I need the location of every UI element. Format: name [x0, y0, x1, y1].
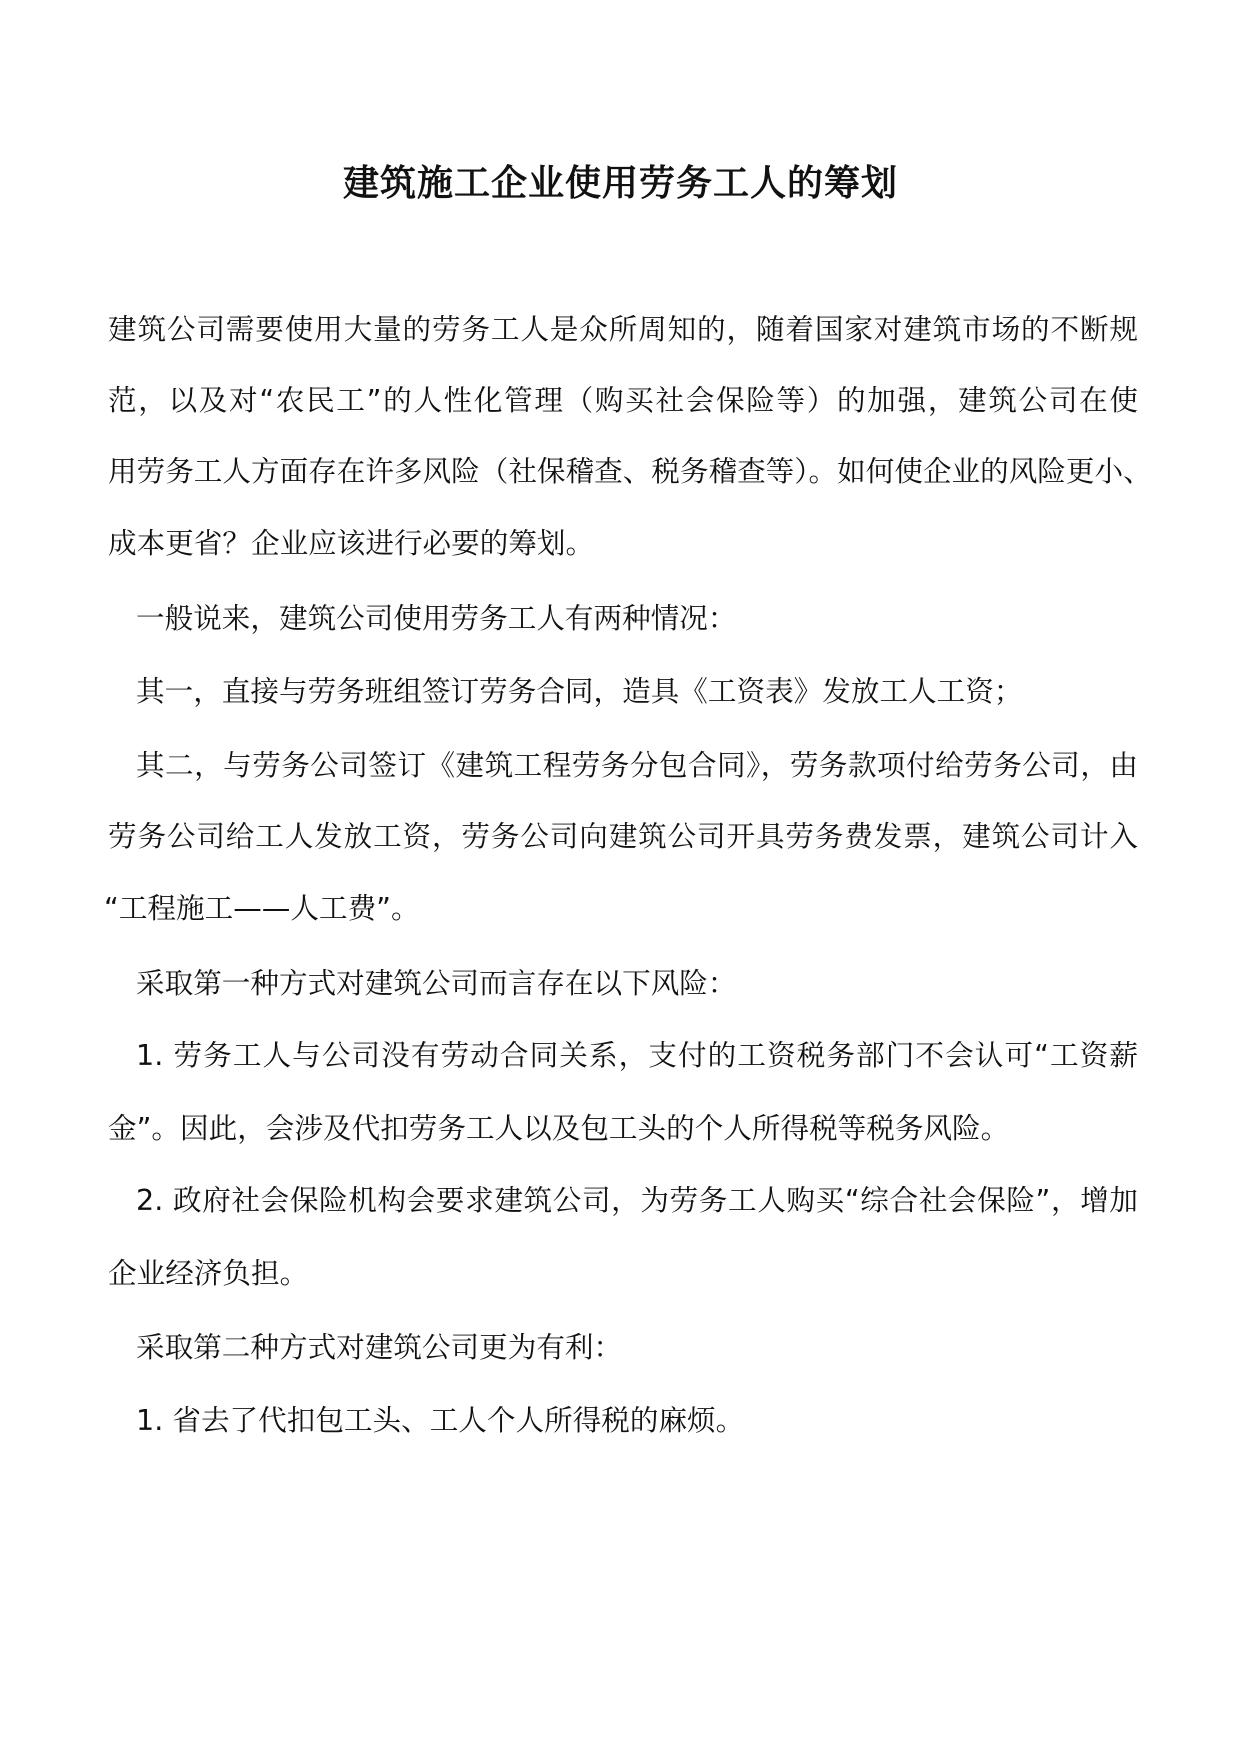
paragraph-line: 一般说来，建筑公司使用劳务工人有两种情况： — [136, 601, 737, 635]
document-title: 建筑施工企业使用劳务工人的筹划 — [342, 162, 898, 204]
paragraph-line: “工程施工——人工费”。 — [104, 891, 420, 925]
paragraph-line: 1. 劳务工人与公司没有劳动合同关系，支付的工资税务部门不会认可“工资薪 — [136, 1038, 1138, 1072]
paragraph-line: 用劳务工人方面存在许多风险（社保稽查、税务稽查等）。如何使企业的风险更小、 — [108, 454, 1152, 488]
paragraph-line: 范，以及对“农民工”的人性化管理（购买社会保险等）的加强，建筑公司在使 — [108, 383, 1138, 417]
paragraph-line: 金”。因此，会涉及代扣劳务工人以及包工头的个人所得税等税务风险。 — [108, 1111, 1010, 1145]
paragraph-line: 采取第二种方式对建筑公司更为有利： — [136, 1330, 623, 1364]
paragraph-line: 其一，直接与劳务班组签订劳务合同，造具《工资表》发放工人工资； — [136, 674, 1023, 708]
paragraph-line: 采取第一种方式对建筑公司而言存在以下风险： — [136, 966, 737, 1000]
paragraph-line: 企业经济负担。 — [108, 1256, 309, 1290]
paragraph-line: 成本更省？企业应该进行必要的筹划。 — [108, 526, 595, 560]
paragraph-line: 建筑公司需要使用大量的劳务工人是众所周知的，随着国家对建筑市场的不断规 — [108, 312, 1138, 346]
paragraph-line: 2. 政府社会保险机构会要求建筑公司，为劳务工人购买“综合社会保险”，增加 — [136, 1183, 1138, 1217]
paragraph-line: 其二，与劳务公司签订《建筑工程劳务分包合同》，劳务款项付给劳务公司，由 — [136, 748, 1138, 782]
paragraph-line: 劳务公司给工人发放工资，劳务公司向建筑公司开具劳务费发票，建筑公司计入 — [108, 819, 1138, 853]
paragraph-line: 1. 省去了代扣包工头、工人个人所得税的麻烦。 — [136, 1403, 745, 1437]
